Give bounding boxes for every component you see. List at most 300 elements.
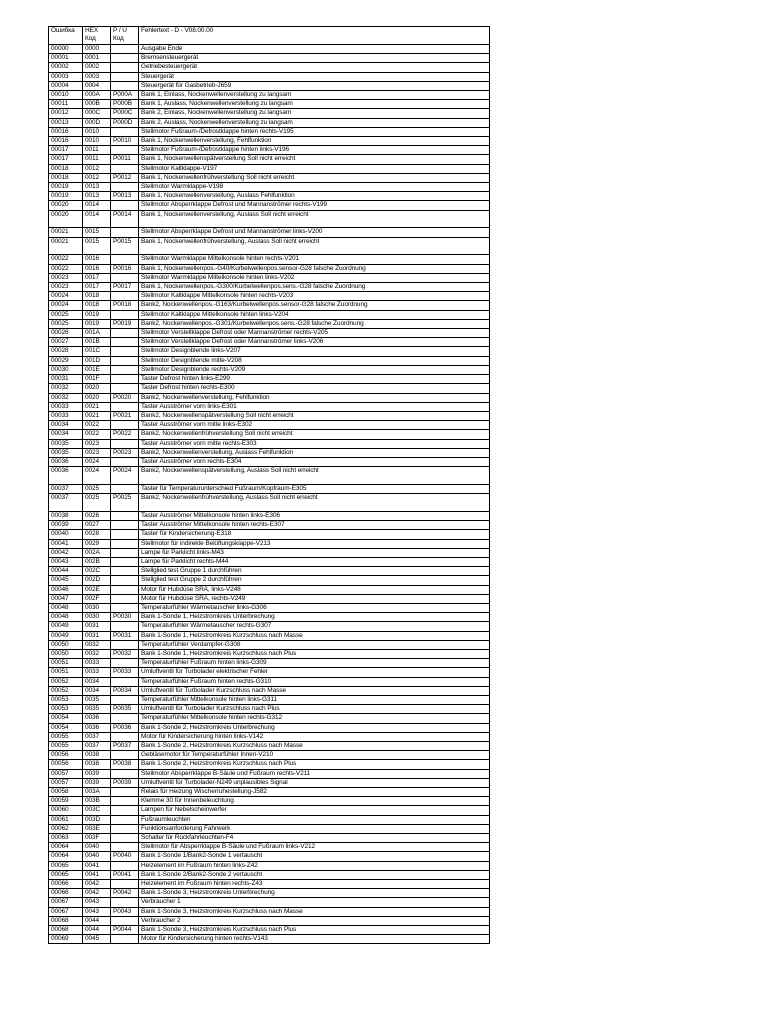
pu-code-cell bbox=[111, 329, 139, 338]
fault-text-cell: Bank 1-Sonde 1, Heizstromkreis Unterbrechung bbox=[139, 613, 490, 622]
pu-code-cell bbox=[111, 375, 139, 384]
table-row bbox=[49, 467, 490, 485]
hex-code-cell: 0014 bbox=[83, 210, 111, 228]
pu-code-cell bbox=[111, 255, 139, 264]
hex-code-cell: 0032 bbox=[83, 640, 111, 649]
hex-code-cell: 0040 bbox=[83, 852, 111, 861]
hex-code-cell: 002E bbox=[83, 585, 111, 594]
fault-text-cell: Taster Defrost hinten rechts-E300 bbox=[139, 384, 490, 393]
error-code-cell: 00034 bbox=[49, 421, 83, 430]
hex-code-cell: 0035 bbox=[83, 695, 111, 704]
hex-code-cell: 0020 bbox=[83, 393, 111, 402]
pu-code-cell bbox=[111, 338, 139, 347]
error-code-cell: 00065 bbox=[49, 861, 83, 870]
pu-code-cell bbox=[111, 861, 139, 870]
pu-code-cell bbox=[111, 576, 139, 585]
pu-code-cell bbox=[111, 815, 139, 824]
hex-code-cell: 0031 bbox=[83, 622, 111, 631]
table-header-row bbox=[49, 27, 490, 45]
error-code-cell: 00019 bbox=[49, 192, 83, 201]
error-code-cell: 00068 bbox=[49, 926, 83, 935]
table-row bbox=[49, 91, 490, 100]
fault-text-cell: Bank 1, Nockenwellenpos.-G40/Kurbelwellenpos.sensor-G28 falsche Zuordnung bbox=[139, 264, 490, 273]
error-code-cell: 00068 bbox=[49, 916, 83, 925]
table-row bbox=[49, 834, 490, 843]
hex-code-cell: 003E bbox=[83, 824, 111, 833]
error-code-cell: 00059 bbox=[49, 797, 83, 806]
fault-text-cell: Lampen für Nebelscheinwerfer bbox=[139, 806, 490, 815]
error-code-cell: 00033 bbox=[49, 402, 83, 411]
table-row bbox=[49, 338, 490, 347]
hex-code-cell: 0017 bbox=[83, 273, 111, 282]
table-row bbox=[49, 521, 490, 530]
error-code-cell: 00067 bbox=[49, 898, 83, 907]
fault-text-cell: Bank 1-Sonde 3, Heizstromkreis Unterbrechung bbox=[139, 889, 490, 898]
table-row bbox=[49, 861, 490, 870]
pu-code-cell bbox=[111, 457, 139, 466]
error-code-cell: 00023 bbox=[49, 273, 83, 282]
table-row bbox=[49, 788, 490, 797]
table-row bbox=[49, 668, 490, 677]
hex-code-cell: 003C bbox=[83, 806, 111, 815]
hex-code-cell: 001E bbox=[83, 365, 111, 374]
error-code-cell: 00054 bbox=[49, 723, 83, 732]
error-code-cell: 00062 bbox=[49, 824, 83, 833]
fault-text-cell: Getriebesteuergerät bbox=[139, 63, 490, 72]
pu-code-cell bbox=[111, 880, 139, 889]
fault-text-cell: Bank2, Nockenwellenpos.-G301/Kurbelwellenpos.sens.-G28 falsche Zuordnung bbox=[139, 319, 490, 328]
hex-code-cell: 0024 bbox=[83, 457, 111, 466]
error-code-cell: 00029 bbox=[49, 356, 83, 365]
error-code-cell: 00055 bbox=[49, 732, 83, 741]
pu-code-cell: P0024 bbox=[111, 467, 139, 485]
error-code-cell: 00013 bbox=[49, 118, 83, 127]
pu-code-cell bbox=[111, 751, 139, 760]
table-row bbox=[49, 815, 490, 824]
error-code-cell: 00064 bbox=[49, 843, 83, 852]
error-code-cell: 00020 bbox=[49, 201, 83, 210]
fault-text-cell: Bank 1-Sonde 2, Heizstromkreis Unterbrechung bbox=[139, 723, 490, 732]
pu-code-cell bbox=[111, 421, 139, 430]
error-code-cell: 00049 bbox=[49, 631, 83, 640]
hex-code-cell: 0045 bbox=[83, 935, 111, 944]
table-row bbox=[49, 81, 490, 90]
fault-text-cell: Stellmotor Designblende links-V207 bbox=[139, 347, 490, 356]
error-code-cell: 00027 bbox=[49, 338, 83, 347]
pu-code-cell: P0012 bbox=[111, 173, 139, 182]
error-code-cell: 00001 bbox=[49, 54, 83, 63]
error-code-cell: 00004 bbox=[49, 81, 83, 90]
pu-code-cell: P0038 bbox=[111, 760, 139, 769]
hex-code-cell: 0001 bbox=[83, 54, 111, 63]
hex-code-cell: 0028 bbox=[83, 530, 111, 539]
hex-code-cell: 0019 bbox=[83, 319, 111, 328]
fault-text-cell: Bank2, Nockenwellenspätverstellung, Auslass Soll nicht erreicht bbox=[139, 467, 490, 485]
fault-text-cell: Ausgabe Ende bbox=[139, 45, 490, 54]
fault-text-cell: Bremsensteuergerät bbox=[139, 54, 490, 63]
fault-text-cell: Bank2, Nockenwellenspätverstellung Soll nicht erreicht bbox=[139, 411, 490, 420]
fault-text-cell: Gebläsemotor für Temperaturfühler Innen-V210 bbox=[139, 751, 490, 760]
fault-text-cell: Stellmotor Absperrklappe B-Säule und Fußraum rechts-V211 bbox=[139, 769, 490, 778]
hex-code-cell: 003F bbox=[83, 834, 111, 843]
error-code-cell: 00024 bbox=[49, 292, 83, 301]
hex-code-cell: 0023 bbox=[83, 448, 111, 457]
error-code-cell: 00011 bbox=[49, 100, 83, 109]
pu-code-cell bbox=[111, 521, 139, 530]
error-code-cell: 00031 bbox=[49, 375, 83, 384]
pu-code-cell: P0041 bbox=[111, 870, 139, 879]
hex-code-cell: 0010 bbox=[83, 127, 111, 136]
fault-text-cell: Stellmotor Absperrklappe Defrost und Mannanströmer rechts-V199 bbox=[139, 201, 490, 210]
hex-code-cell: 0029 bbox=[83, 539, 111, 548]
fault-text-cell: Bank 1, Auslass, Nockenwellenverstellung zu langsam bbox=[139, 100, 490, 109]
table-row bbox=[49, 292, 490, 301]
fault-text-cell: Temperaturfühler Verdampfer-G308 bbox=[139, 640, 490, 649]
error-code-cell: 00060 bbox=[49, 806, 83, 815]
table-row bbox=[49, 548, 490, 557]
pu-code-cell bbox=[111, 640, 139, 649]
pu-code-cell: P0011 bbox=[111, 155, 139, 164]
table-row bbox=[49, 539, 490, 548]
table-row bbox=[49, 210, 490, 228]
fault-text-cell: Taster für Temperaturunterschied Fußraum/Kopfraum-E305 bbox=[139, 484, 490, 493]
pu-code-cell: P0021 bbox=[111, 411, 139, 420]
pu-code-cell: P0036 bbox=[111, 723, 139, 732]
fault-text-cell: Lampe für Parklicht rechts-M44 bbox=[139, 557, 490, 566]
pu-code-cell bbox=[111, 164, 139, 173]
hex-code-cell: 0043 bbox=[83, 898, 111, 907]
error-code-cell: 00012 bbox=[49, 109, 83, 118]
error-code-cell: 00024 bbox=[49, 301, 83, 310]
fault-text-cell: Stellmotor für Absperrklappe B-Säule und Fußraum links-V212 bbox=[139, 843, 490, 852]
table-row bbox=[49, 769, 490, 778]
hex-code-cell: 0004 bbox=[83, 81, 111, 90]
fault-text-cell: Bank2, Nockenwellenfrühverstellung Soll nicht erreicht bbox=[139, 430, 490, 439]
table-row bbox=[49, 164, 490, 173]
fault-text-cell: Bank 1-Sonde 2/Bank2-Sonde 2 vertauscht bbox=[139, 870, 490, 879]
fault-text-cell: Bank 1-Sonde 3, Heizstromkreis Kurzschluss nach Masse bbox=[139, 907, 490, 916]
fault-text-cell: Taster für Kindersicherung-E318 bbox=[139, 530, 490, 539]
error-code-cell: 00016 bbox=[49, 127, 83, 136]
table-row bbox=[49, 898, 490, 907]
error-code-cell: 00066 bbox=[49, 880, 83, 889]
hex-code-cell: 0014 bbox=[83, 201, 111, 210]
table-row bbox=[49, 494, 490, 512]
table-row bbox=[49, 402, 490, 411]
hex-code-cell: 0033 bbox=[83, 668, 111, 677]
hex-code-cell: 0025 bbox=[83, 484, 111, 493]
error-code-cell: 00051 bbox=[49, 668, 83, 677]
fault-text-cell: Verbraucher 2 bbox=[139, 916, 490, 925]
hex-code-cell: 0016 bbox=[83, 255, 111, 264]
fault-text-cell: Taster Ausströmer Mittelkonsole hinten links-E306 bbox=[139, 511, 490, 520]
hex-code-cell: 0041 bbox=[83, 870, 111, 879]
hex-code-cell: 001A bbox=[83, 329, 111, 338]
hex-code-cell: 0042 bbox=[83, 889, 111, 898]
error-code-cell: 00036 bbox=[49, 457, 83, 466]
error-code-cell: 00037 bbox=[49, 494, 83, 512]
error-code-cell: 00035 bbox=[49, 448, 83, 457]
hex-code-cell: 0024 bbox=[83, 467, 111, 485]
pu-code-cell bbox=[111, 183, 139, 192]
pu-code-cell bbox=[111, 935, 139, 944]
error-code-cell: 00017 bbox=[49, 146, 83, 155]
error-code-cell: 00032 bbox=[49, 393, 83, 402]
fault-text-cell: Schalter für Rückfahrleuchten-F4 bbox=[139, 834, 490, 843]
error-code-cell: 00065 bbox=[49, 870, 83, 879]
table-row bbox=[49, 375, 490, 384]
pu-code-cell: P0037 bbox=[111, 742, 139, 751]
hex-code-cell: 0025 bbox=[83, 494, 111, 512]
pu-code-cell bbox=[111, 530, 139, 539]
pu-code-cell bbox=[111, 63, 139, 72]
fault-text-cell: Bank2, Nockenwellenfrühverstellung, Auslass Soll nicht erreicht bbox=[139, 494, 490, 512]
fault-text-cell: Temperaturfühler Mittelkonsole hinten rechts-G312 bbox=[139, 714, 490, 723]
hex-code-cell: 0011 bbox=[83, 155, 111, 164]
table-row bbox=[49, 384, 490, 393]
table-row bbox=[49, 649, 490, 658]
hex-code-cell: 0027 bbox=[83, 521, 111, 530]
fault-text-cell: Stellmotor Absperrklappe Defrost und Mannanströmer links-V200 bbox=[139, 228, 490, 237]
hex-code-cell: 0030 bbox=[83, 603, 111, 612]
hex-code-cell: 001C bbox=[83, 347, 111, 356]
fault-text-cell: Steuergerät bbox=[139, 72, 490, 81]
pu-code-cell bbox=[111, 81, 139, 90]
pu-code-cell bbox=[111, 402, 139, 411]
table-row bbox=[49, 137, 490, 146]
fault-text-cell: Temperaturfühler Fußraum hinten rechts-G310 bbox=[139, 677, 490, 686]
error-code-cell: 00016 bbox=[49, 137, 83, 146]
error-code-cell: 00020 bbox=[49, 210, 83, 228]
error-code-cell: 00053 bbox=[49, 695, 83, 704]
fault-text-cell: Bank 1-Sonde 1, Heizstromkreis Kurzschluss nach Plus bbox=[139, 649, 490, 658]
fault-text-cell: Bank2, Nockenwellenpos.-G163/Kurbelwellenpos.sensor-G28 falsche Zuordnung bbox=[139, 301, 490, 310]
fault-text-cell: Bank 1-Sonde 3, Heizstromkreis Kurzschluss nach Plus bbox=[139, 926, 490, 935]
fault-text-cell: Bank 2, Einlass, Nockenwellenverstellung zu langsam bbox=[139, 109, 490, 118]
hex-code-cell: 003D bbox=[83, 815, 111, 824]
hex-code-cell: 002B bbox=[83, 557, 111, 566]
fault-text-cell: Lampe für Parklicht links-M43 bbox=[139, 548, 490, 557]
table-row bbox=[49, 778, 490, 787]
fault-text-cell: Stellglied test Gruppe 2 durchführen bbox=[139, 576, 490, 585]
fault-text-cell: Stellmotor Designblende mitte-V208 bbox=[139, 356, 490, 365]
table-row bbox=[49, 439, 490, 448]
pu-code-cell: P0015 bbox=[111, 237, 139, 255]
fault-text-cell: Stellmotor für indirekte Belüftungsklappe-V213 bbox=[139, 539, 490, 548]
table-row bbox=[49, 264, 490, 273]
table-row bbox=[49, 723, 490, 732]
table-row bbox=[49, 557, 490, 566]
hex-code-cell: 0021 bbox=[83, 411, 111, 420]
hex-code-cell: 0012 bbox=[83, 173, 111, 182]
error-code-table-sheet bbox=[48, 26, 490, 944]
fault-text-cell: Umluftventil für Turbolader elektrischer Fehler bbox=[139, 668, 490, 677]
pu-code-cell bbox=[111, 695, 139, 704]
fault-text-cell: Bank 2, Auslass, Nockenwellenverstellung zu langsam bbox=[139, 118, 490, 127]
pu-code-cell bbox=[111, 356, 139, 365]
fault-text-cell: Temperaturfühler Fußraum hinten links-G309 bbox=[139, 659, 490, 668]
pu-code-cell: P0018 bbox=[111, 301, 139, 310]
fault-text-cell: Motor für Hubdüse SRA, links-V248 bbox=[139, 585, 490, 594]
pu-code-cell: P0043 bbox=[111, 907, 139, 916]
table-row bbox=[49, 457, 490, 466]
table-row bbox=[49, 127, 490, 136]
fault-text-cell: Bank2, Nockenwellenverstellung, Auslass Fehlfunktion bbox=[139, 448, 490, 457]
pu-code-cell bbox=[111, 45, 139, 54]
error-code-cell: 00044 bbox=[49, 567, 83, 576]
hex-code-cell: 0022 bbox=[83, 421, 111, 430]
hex-code-cell: 0026 bbox=[83, 511, 111, 520]
fault-text-cell: Taster Ausströmer vorn mitte rechts-E303 bbox=[139, 439, 490, 448]
table-row bbox=[49, 173, 490, 182]
hex-code-cell: 0036 bbox=[83, 723, 111, 732]
table-row bbox=[49, 183, 490, 192]
hex-code-cell: 0041 bbox=[83, 861, 111, 870]
table-row bbox=[49, 622, 490, 631]
table-row bbox=[49, 146, 490, 155]
error-code-cell: 00000 bbox=[49, 45, 83, 54]
table-row bbox=[49, 310, 490, 319]
error-code-cell: 00055 bbox=[49, 742, 83, 751]
pu-code-cell: P0030 bbox=[111, 613, 139, 622]
error-code-cell: 00018 bbox=[49, 173, 83, 182]
error-code-cell: 00002 bbox=[49, 63, 83, 72]
fault-text-cell: Bank 1, Nockenwellenspätverstellung Soll nicht erreicht bbox=[139, 155, 490, 164]
fault-text-cell: Heizelement im Fußraum hinten links-Z42 bbox=[139, 861, 490, 870]
table-row bbox=[49, 889, 490, 898]
fault-text-cell: Steuergerät für Gasbetrieb-J659 bbox=[139, 81, 490, 90]
error-code-cell: 00010 bbox=[49, 91, 83, 100]
table-row bbox=[49, 806, 490, 815]
hex-code-cell: 0036 bbox=[83, 714, 111, 723]
table-row bbox=[49, 54, 490, 63]
pu-code-cell bbox=[111, 732, 139, 741]
hex-code-cell: 000D bbox=[83, 118, 111, 127]
pu-code-cell bbox=[111, 146, 139, 155]
pu-code-cell bbox=[111, 788, 139, 797]
error-code-cell: 00050 bbox=[49, 649, 83, 658]
hex-code-cell: 0022 bbox=[83, 430, 111, 439]
fault-text-cell: Umluftventil für Turbolader Kurzschluss nach Masse bbox=[139, 686, 490, 695]
pu-code-cell bbox=[111, 714, 139, 723]
fault-text-cell: Taster Ausströmer Mittelkonsole hinten rechts-E307 bbox=[139, 521, 490, 530]
pu-code-cell: P0017 bbox=[111, 283, 139, 292]
pu-code-cell bbox=[111, 439, 139, 448]
hex-code-cell: 001F bbox=[83, 375, 111, 384]
fault-text-cell: Bank 1, Nockenwellenverstellung, Fehlfunktion bbox=[139, 137, 490, 146]
error-code-cell: 00022 bbox=[49, 255, 83, 264]
fault-text-cell: Bank 1-Sonde 1/Bank2-Sonde 1 vertauscht bbox=[139, 852, 490, 861]
pu-code-cell bbox=[111, 228, 139, 237]
pu-code-cell: P0032 bbox=[111, 649, 139, 658]
hex-code-cell: 000A bbox=[83, 91, 111, 100]
table-row bbox=[49, 824, 490, 833]
hex-code-cell: 0013 bbox=[83, 183, 111, 192]
table-row bbox=[49, 567, 490, 576]
hex-code-cell: 002A bbox=[83, 548, 111, 557]
pu-code-cell: P0025 bbox=[111, 494, 139, 512]
hex-code-cell: 0021 bbox=[83, 402, 111, 411]
error-code-cell: 00036 bbox=[49, 467, 83, 485]
hex-code-cell: 0018 bbox=[83, 301, 111, 310]
table-row bbox=[49, 100, 490, 109]
pu-code-cell: P000C bbox=[111, 109, 139, 118]
error-code-cell: 00019 bbox=[49, 183, 83, 192]
error-code-cell: 00030 bbox=[49, 365, 83, 374]
pu-code-cell: P0042 bbox=[111, 889, 139, 898]
table-row bbox=[49, 695, 490, 704]
fault-text-cell: Heizelement im Fußraum hinten rechts-Z43 bbox=[139, 880, 490, 889]
pu-code-cell bbox=[111, 677, 139, 686]
fault-text-cell: Temperaturfühler Mittelkonsole hinten links-G311 bbox=[139, 695, 490, 704]
error-code-cell: 00069 bbox=[49, 935, 83, 944]
fault-text-cell: Fußraumleuchten bbox=[139, 815, 490, 824]
error-code-cell: 00050 bbox=[49, 640, 83, 649]
error-code-cell: 00045 bbox=[49, 576, 83, 585]
header-error: Ошибка bbox=[49, 27, 83, 45]
pu-code-cell bbox=[111, 72, 139, 81]
table-row bbox=[49, 585, 490, 594]
fault-text-cell: Bank 1-Sonde 2, Heizstromkreis Kurzschluss nach Plus bbox=[139, 760, 490, 769]
hex-code-cell: 0038 bbox=[83, 751, 111, 760]
table-row bbox=[49, 430, 490, 439]
pu-code-cell: P0016 bbox=[111, 264, 139, 273]
error-code-cell: 00046 bbox=[49, 585, 83, 594]
hex-code-cell: 000B bbox=[83, 100, 111, 109]
hex-code-cell: 0037 bbox=[83, 732, 111, 741]
hex-code-cell: 0011 bbox=[83, 146, 111, 155]
error-code-cell: 00022 bbox=[49, 264, 83, 273]
hex-code-cell: 0044 bbox=[83, 926, 111, 935]
table-row bbox=[49, 686, 490, 695]
hex-code-cell: 002D bbox=[83, 576, 111, 585]
table-row bbox=[49, 714, 490, 723]
table-row bbox=[49, 732, 490, 741]
error-code-cell: 00061 bbox=[49, 815, 83, 824]
table-row bbox=[49, 852, 490, 861]
table-row bbox=[49, 742, 490, 751]
hex-code-cell: 0034 bbox=[83, 677, 111, 686]
pu-code-cell bbox=[111, 916, 139, 925]
fault-text-cell: Taster Ausströmer vorn links-E301 bbox=[139, 402, 490, 411]
table-row bbox=[49, 365, 490, 374]
error-code-cell: 00052 bbox=[49, 677, 83, 686]
hex-code-cell: 0012 bbox=[83, 164, 111, 173]
pu-code-cell: P0040 bbox=[111, 852, 139, 861]
fault-text-cell: Stellglied test Gruppe 1 durchführen bbox=[139, 567, 490, 576]
table-row bbox=[49, 631, 490, 640]
error-code-cell: 00035 bbox=[49, 439, 83, 448]
hex-code-cell: 0039 bbox=[83, 778, 111, 787]
pu-code-cell: P0033 bbox=[111, 668, 139, 677]
hex-code-cell: 0016 bbox=[83, 264, 111, 273]
table-row bbox=[49, 916, 490, 925]
error-code-cell: 00028 bbox=[49, 347, 83, 356]
table-row bbox=[49, 603, 490, 612]
hex-code-cell: 003A bbox=[83, 788, 111, 797]
pu-code-cell bbox=[111, 557, 139, 566]
table-row bbox=[49, 72, 490, 81]
error-code-cell: 00023 bbox=[49, 283, 83, 292]
hex-code-cell: 0019 bbox=[83, 310, 111, 319]
hex-code-cell: 0015 bbox=[83, 228, 111, 237]
error-code-cell: 00054 bbox=[49, 714, 83, 723]
fault-text-cell: Verbraucher 1 bbox=[139, 898, 490, 907]
table-row bbox=[49, 576, 490, 585]
pu-code-cell bbox=[111, 585, 139, 594]
table-row bbox=[49, 118, 490, 127]
table-row bbox=[49, 201, 490, 210]
